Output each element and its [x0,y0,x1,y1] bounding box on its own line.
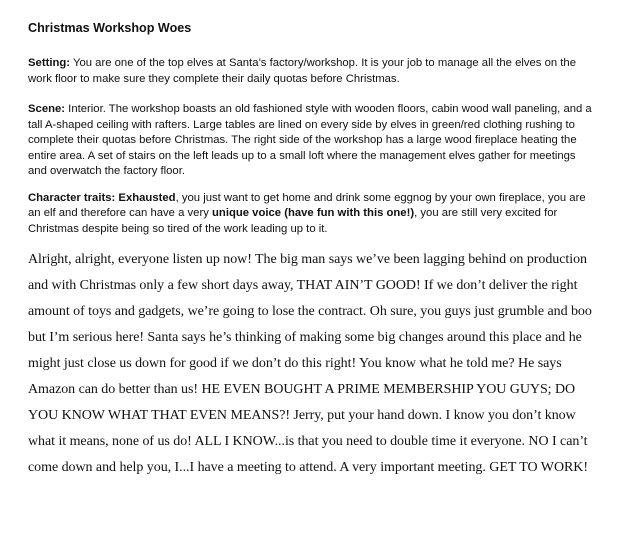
setting-label: Setting: [28,57,71,69]
character-traits-paragraph [28,191,594,238]
scene-paragraph [28,102,594,180]
traits-text-2: , you are still very excited for Christmas despite being so tired of the work leading up to it. [28,207,558,235]
traits-emphasis-exhausted: Exhausted [115,191,176,204]
document-title: Christmas Workshop Woes [28,21,192,35]
character-traits-label: Character traits: [28,191,116,204]
traits-emphasis-unique-voice: unique voice (have fun with this one!) [212,207,415,219]
traits-text-1: , you just want to get home and drink some eggnog by your own fireplace, you are an elf and therefore can have a very [28,191,586,219]
scene-label: Scene: [28,103,66,115]
monologue-text: Alright, alright, everyone listen up now! The big man says we’ve been lagging behind on production and with Christmas only a few short days away, THAT AIN’T GOOD! If we don’t deliver the right amount of toys and gadgets, we’re going to lose the contract. Oh sure, you guys just grumble and boo but I’m serious here! Santa says he’s thinking of making some big changes around this place and he might just close us down for good if we don’t do this right! You know what he told me? He says Amazon can do better than us! HE EVEN BOUGHT A PRIME MEMBERSHIP YOU GUYS; DO YOU KNOW WHAT THAT EVEN MEANS?! Jerry, put your hand down. I know you don’t know what it means, none of us do! ALL I KNOW...is that you need to double time it everyone. NO I can’t come down and help you, I...I have a meeting to attend. A very important meeting. GET TO WORK! [28,252,592,475]
scene-text: Interior. The workshop boasts an old fashioned style with wooden floors, cabin wood wall paneling, and a tall A-shaped ceiling with rafters. Large tables are lined on every side by elves in green/red clothing rushing to complete their quotas before Christmas. The right side of the workshop has a large wood fireplace heating the entire area. A set of stairs on the left leads up to a small loft where the management elves gather for meetings and overwatch the factory floor. [28,103,592,177]
setting-text: You are one of the top elves at Santa’s factory/workshop. It is your job to manage all the elves on the work floor to make sure they complete their daily quotas before Christmas. [28,57,577,85]
setting-paragraph [28,56,594,87]
document-page [28,19,594,481]
